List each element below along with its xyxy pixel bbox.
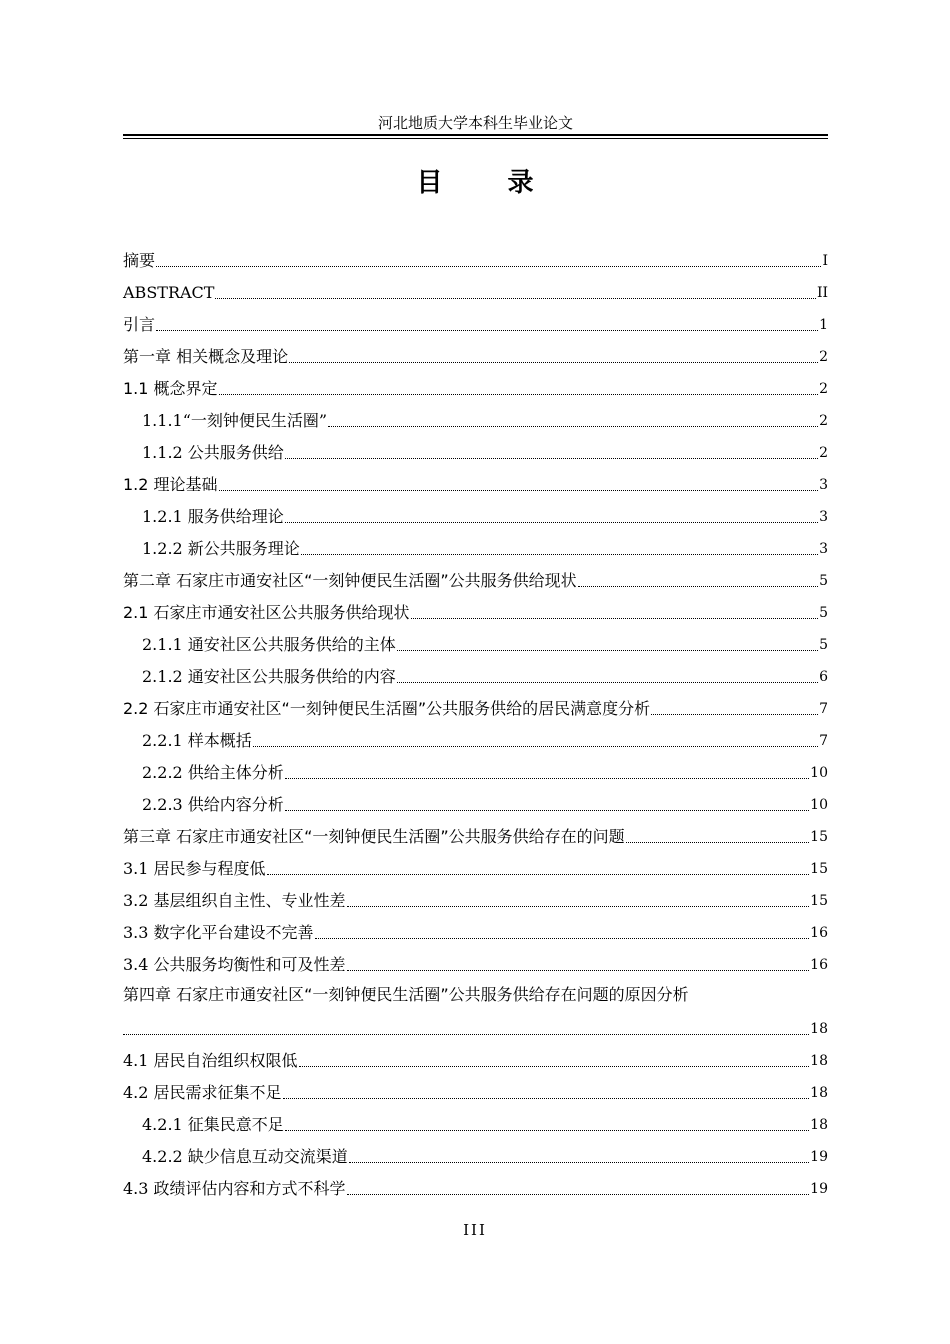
toc-leader-dots bbox=[347, 970, 810, 971]
toc-entry-title: 4.2.2 缺少信息互动交流渠道 bbox=[142, 1147, 348, 1166]
toc-entry-title: 1.1 概念界定 bbox=[123, 379, 218, 398]
toc-entry-title: 3.1 居民参与程度低 bbox=[123, 859, 266, 878]
toc-page-number: II bbox=[816, 285, 828, 301]
toc-leader-dots bbox=[285, 522, 818, 523]
toc-page-number: 16 bbox=[810, 925, 828, 941]
toc-leader-dots bbox=[283, 1098, 810, 1099]
toc-entry-title: 2.1 石家庄市通安社区公共服务供给现状 bbox=[123, 603, 410, 622]
toc-page-number: 2 bbox=[819, 413, 828, 429]
toc-leader-dots bbox=[397, 650, 818, 651]
toc-page-number: 18 bbox=[810, 1021, 828, 1037]
toc-page-number: 1 bbox=[819, 317, 828, 333]
toc-entry[interactable] bbox=[123, 1080, 828, 1104]
toc-leader-dots bbox=[156, 330, 818, 331]
running-header: 河北地质大学本科生毕业论文 bbox=[377, 114, 573, 132]
toc-entry-title: 2.2 石家庄市通安社区“一刻钟便民生活圈”公共服务供给的居民满意度分析 bbox=[123, 699, 651, 718]
toc-entry[interactable] bbox=[123, 824, 828, 848]
toc-entry-title: 4.3 政绩评估内容和方式不科学 bbox=[123, 1179, 346, 1198]
toc-page-number: 15 bbox=[810, 861, 828, 877]
toc-leader-dots bbox=[253, 746, 818, 747]
toc-leader-dots bbox=[347, 906, 810, 907]
toc-entry[interactable] bbox=[123, 696, 828, 720]
toc-leader-dots bbox=[578, 586, 818, 587]
toc-entry[interactable] bbox=[123, 280, 828, 304]
toc-entry-title: 3.3 数字化平台建设不完善 bbox=[123, 923, 314, 942]
toc-entry-title: 第二章 石家庄市通安社区“一刻钟便民生活圈”公共服务供给现状 bbox=[123, 571, 577, 590]
toc-page-number: 16 bbox=[810, 957, 828, 973]
toc-entry[interactable] bbox=[123, 856, 828, 880]
toc-entry-title: 摘要 bbox=[123, 251, 156, 270]
toc-entry-title: 第三章 石家庄市通安社区“一刻钟便民生活圈”公共服务供给存在的问题 bbox=[123, 827, 625, 846]
toc-page-number: 2 bbox=[819, 381, 828, 397]
toc-leader-dots bbox=[219, 490, 819, 491]
toc-page-number: 18 bbox=[810, 1053, 828, 1069]
toc-entry[interactable] bbox=[123, 472, 828, 496]
toc-page-number: 15 bbox=[810, 829, 828, 845]
toc-entry-title: ABSTRACT bbox=[123, 283, 215, 302]
toc-entry-title: 2.2.3 供给内容分析 bbox=[142, 795, 284, 814]
header-rule-thick bbox=[123, 134, 828, 136]
toc-entry-title: 1.1.1“一刻钟便民生活圈” bbox=[142, 411, 328, 430]
toc-leader-dots bbox=[347, 1194, 810, 1195]
toc-page-number: 3 bbox=[819, 477, 828, 493]
toc-entry[interactable] bbox=[123, 312, 828, 336]
toc-leader-dots bbox=[411, 618, 819, 619]
toc-entry-title: 2.2.2 供给主体分析 bbox=[142, 763, 284, 782]
toc-page-number: 19 bbox=[810, 1149, 828, 1165]
toc-leader-dots bbox=[285, 810, 809, 811]
toc-entry-title: 4.2.1 征集民意不足 bbox=[142, 1115, 284, 1134]
toc-entry[interactable] bbox=[142, 792, 828, 816]
toc-leader-dots bbox=[219, 394, 819, 395]
toc-entry[interactable] bbox=[142, 408, 828, 432]
toc-entry[interactable] bbox=[123, 1176, 828, 1200]
toc-entry[interactable] bbox=[142, 664, 828, 688]
header-rule-thin bbox=[123, 138, 828, 139]
toc-entry[interactable] bbox=[123, 920, 828, 944]
toc-page-number: I bbox=[822, 253, 828, 269]
page-title: 目 录 bbox=[416, 168, 562, 198]
toc-entry[interactable] bbox=[142, 1112, 828, 1136]
toc-page-number: 2 bbox=[819, 349, 828, 365]
toc-entry[interactable] bbox=[123, 1048, 828, 1072]
toc-entry[interactable] bbox=[123, 600, 828, 624]
toc-entry[interactable] bbox=[123, 376, 828, 400]
toc-leader-dots bbox=[123, 1034, 809, 1035]
toc-page-number: 18 bbox=[810, 1085, 828, 1101]
toc-page-number: 7 bbox=[819, 701, 828, 717]
toc-page-number: 10 bbox=[810, 797, 828, 813]
toc-entry[interactable] bbox=[142, 504, 828, 528]
toc-entry-title: 1.1.2 公共服务供给 bbox=[142, 443, 284, 462]
toc-leader-dots bbox=[267, 874, 810, 875]
toc-entry[interactable] bbox=[123, 1016, 828, 1040]
toc-entry[interactable] bbox=[142, 440, 828, 464]
toc-entry[interactable] bbox=[142, 632, 828, 656]
toc-entry-title: 1.2.2 新公共服务理论 bbox=[142, 539, 300, 558]
toc-entry-title: 4.2 居民需求征集不足 bbox=[123, 1083, 282, 1102]
toc-leader-dots bbox=[289, 362, 818, 363]
toc-leader-dots bbox=[215, 298, 815, 299]
toc-entry[interactable] bbox=[142, 1144, 828, 1168]
toc-entry-title[interactable]: 第四章 石家庄市通安社区“一刻钟便民生活圈”公共服务供给存在问题的原因分析 bbox=[123, 985, 689, 1004]
toc-leader-dots bbox=[626, 842, 810, 843]
toc-page-number: 15 bbox=[810, 893, 828, 909]
toc-entry-title: 2.1.2 通安社区公共服务供给的内容 bbox=[142, 667, 396, 686]
toc-page-number: 5 bbox=[819, 573, 828, 589]
toc-page-number: 5 bbox=[819, 637, 828, 653]
toc-entry-title: 3.4 公共服务均衡性和可及性差 bbox=[123, 955, 346, 974]
toc-entry-title: 1.2 理论基础 bbox=[123, 475, 218, 494]
toc-leader-dots bbox=[651, 714, 818, 715]
toc-page-number: 7 bbox=[819, 733, 828, 749]
toc-page-number: 2 bbox=[819, 445, 828, 461]
toc-entry-title: 4.1 居民自治组织权限低 bbox=[123, 1051, 298, 1070]
toc-leader-dots bbox=[349, 1162, 809, 1163]
toc-leader-dots bbox=[299, 1066, 810, 1067]
toc-entry[interactable] bbox=[123, 952, 828, 976]
toc-leader-dots bbox=[285, 778, 809, 779]
toc-leader-dots bbox=[285, 458, 818, 459]
toc-entry[interactable] bbox=[123, 248, 828, 272]
toc-page-number: 18 bbox=[810, 1117, 828, 1133]
toc-entry[interactable] bbox=[142, 728, 828, 752]
toc-entry[interactable] bbox=[123, 344, 828, 368]
toc-leader-dots bbox=[285, 1130, 809, 1131]
toc-leader-dots bbox=[156, 266, 821, 267]
toc-page-number: 3 bbox=[819, 541, 828, 557]
toc-entry-title: 2.1.1 通安社区公共服务供给的主体 bbox=[142, 635, 396, 654]
toc-page-number: 6 bbox=[819, 669, 828, 685]
toc-page-number: 10 bbox=[810, 765, 828, 781]
toc-page-number: 19 bbox=[810, 1181, 828, 1197]
toc-leader-dots bbox=[328, 426, 818, 427]
toc-page-number: 5 bbox=[819, 605, 828, 621]
toc-entry[interactable] bbox=[142, 536, 828, 560]
toc-entry-title: 1.2.1 服务供给理论 bbox=[142, 507, 284, 526]
toc-entry-title: 3.2 基层组织自主性、专业性差 bbox=[123, 891, 346, 910]
toc-leader-dots bbox=[397, 682, 818, 683]
toc-entry-title: 2.2.1 样本概括 bbox=[142, 731, 252, 750]
toc-entry[interactable] bbox=[123, 888, 828, 912]
toc-entry[interactable] bbox=[123, 568, 828, 592]
toc-page-number: 3 bbox=[819, 509, 828, 525]
toc-entry-title: 引言 bbox=[123, 315, 156, 334]
toc-leader-dots bbox=[301, 554, 818, 555]
toc-entry[interactable] bbox=[142, 760, 828, 784]
page-number-footer: III bbox=[463, 1221, 487, 1239]
toc-leader-dots bbox=[315, 938, 810, 939]
toc-entry-title: 第一章 相关概念及理论 bbox=[123, 347, 289, 366]
